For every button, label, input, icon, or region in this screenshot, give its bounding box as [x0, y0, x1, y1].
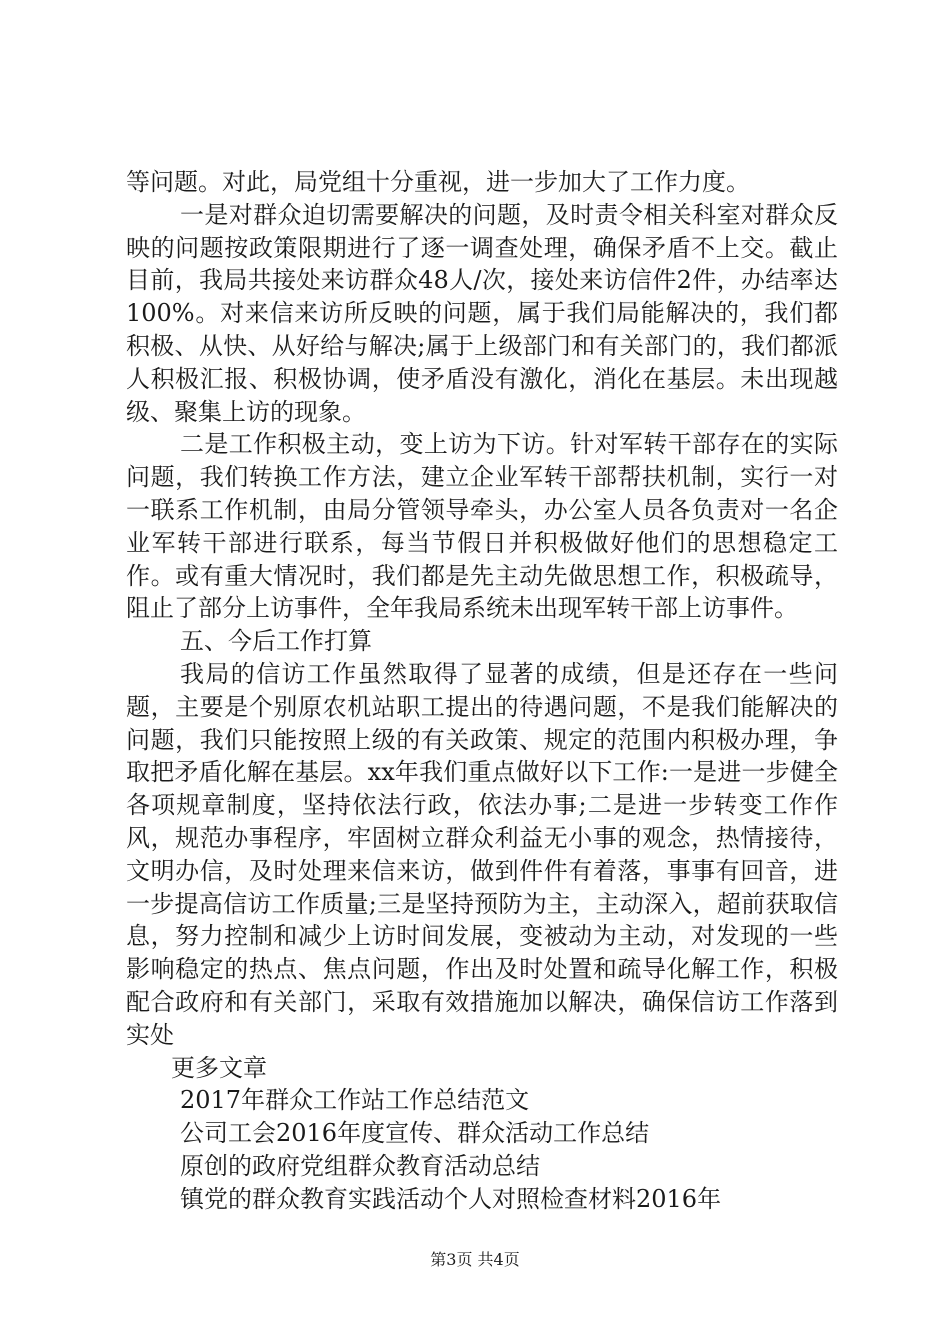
- page-number-footer: 第3页 共4页: [430, 1250, 520, 1269]
- paragraph-point-two: 二是工作积极主动，变上访为下访。针对军转干部存在的实际问题，我们转换工作方法，建立企业军转干部帮扶机制，实行一对一联系工作机制，由局分管领导牵头，办公室人员各负责对一名企业军转干部进行联系，每当节假日并积极做好他们的思想稳定工作。或有重大情况时，我们都是先主动先做思想工作，积极疏导，阻止了部分上访事件，全年我局系统未出现军转干部上访事件。: [126, 430, 838, 623]
- article-link-1[interactable]: 2017年群众工作站工作总结范文: [180, 1086, 530, 1115]
- more-articles: [126, 1052, 838, 1216]
- article-link-2[interactable]: 公司工会2016年度宣传、群众活动工作总结: [180, 1119, 650, 1148]
- section-heading: 五、今后工作打算: [180, 627, 372, 656]
- paragraph-continuation: 等问题。对此，局党组十分重视，进一步加大了工作力度。: [126, 168, 750, 196]
- paragraph-future-plan: 我局的信访工作虽然取得了显著的成绩，但是还存在一些问题，主要是个别原农机站职工提出的待遇问题，不是我们能解决的问题，我们只能按照上级的有关政策、规定的范围内积极办理，争取把矛盾化解在基层。xx年我们重点做好以下工作:一是进一步健全各项规章制度，坚持依法行政，依法办事;二是进一步转变工作作风，规范办事程序，牢固树立群众利益无小事的观念，热情接待，文明办信，及时处理来信来访，做到件件有着落，事事有回音，进一步提高信访工作质量;三是坚持预防为主，主动深入，超前获取信息，努力控制和减少上访时间发展，变被动为主动，对发现的一些影响稳定的热点、焦点问题，作出及时处置和疏导化解工作，积极配合政府和有关部门，采取有效措施加以解决，确保信访工作落到实处: [126, 659, 838, 1049]
- more-articles-label: 更多文章: [171, 1053, 267, 1082]
- paragraph-point-one: 一是对群众迫切需要解决的问题，及时责令相关科室对群众反映的问题按政策限期进行了逐一调查处理，确保矛盾不上交。截止目前，我局共接处来访群众48人/次，接处来访信件2件，办结率达100%。对来信来访所反映的问题，属于我们局能解决的，我们都积极、从快、从好给与解决;属于上级部门和有关部门的，我们都派人积极汇报、积极协调，使矛盾没有激化，消化在基层。未出现越级、聚集上访的现象。: [126, 200, 838, 426]
- article-link-3[interactable]: 原创的政府党组群众教育活动总结: [180, 1151, 540, 1180]
- document-body: [126, 166, 838, 1216]
- article-link-4[interactable]: 镇党的群众教育实践活动个人对照检查材料2016年: [180, 1184, 722, 1213]
